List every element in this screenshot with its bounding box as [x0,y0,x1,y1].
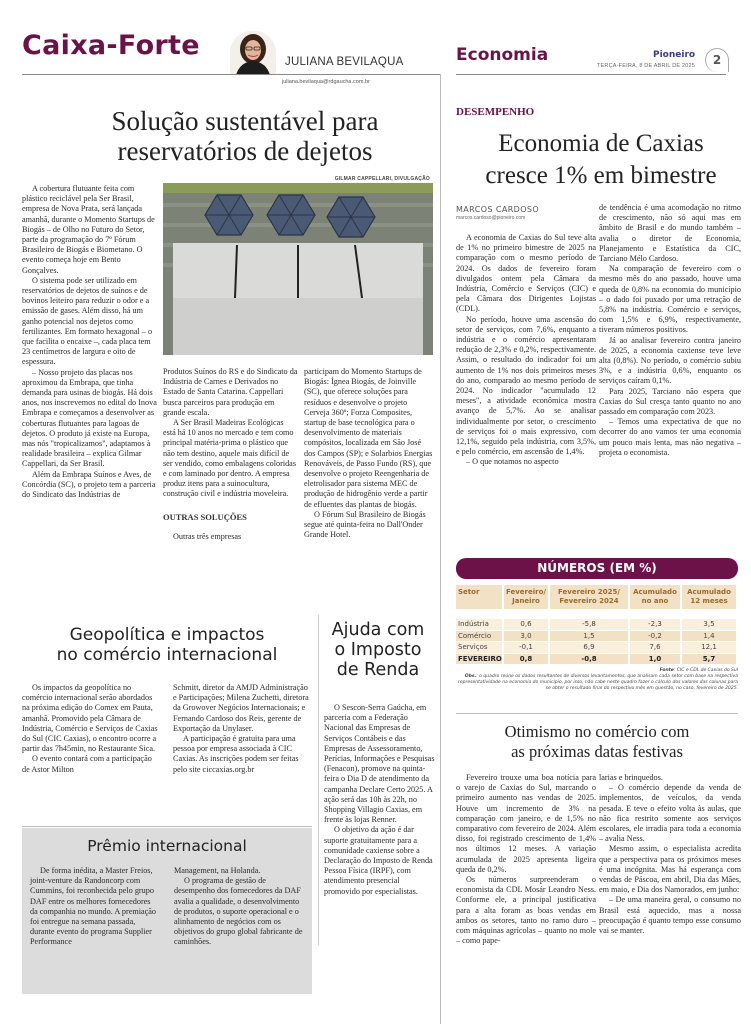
headline-premio-internacional: Prêmio internacional [87,837,247,855]
table-header-row [456,585,738,609]
table-source-note [456,668,738,692]
note-text: : o quadro reúne os dados resultantes de diversos levantamentos, que analisam cada setor com base na respectiva representatividade na economia do município, por isso, não cabe neste quadro fazer o cálculo dos valores das colunas para se obter o resultado final do respectivo mês em questão, no caso, fevereiro de 2025. [458,674,738,691]
section-title-caixa-forte: Caixa-Forte [22,30,200,61]
paragraph: Além da Embrapa Suínos e Aves, de Concórdia (SC), o projeto tem a parceria do Sindicato das Indústrias de [22,469,156,500]
table-title: NÚMEROS (EM %) [456,558,738,579]
headline-line: Geopolítica e impactos [69,625,265,645]
headline-line: de Renda [336,660,420,680]
table-cell: -0,2 [630,631,682,642]
table-cell: 3,5 [682,619,738,630]
section-title-economia: Economia [456,45,549,65]
headline-line: Economia de Caxias [498,130,704,157]
photo-credit: GILMAR CAPPELLARI, DIVULGAÇÃO [334,176,430,182]
column-header: Setor [456,585,504,609]
paragraph: – Nosso projeto das placas nos aproximou da Embrapa, que tinha demanda para usinas de biogás. Há dois anos, nos inscrevemos no edital do Inova Embrapa e começamos a desenvolver as coberturas flutuantes para lagoas de dejetos. O produto já existe na Europa, mas nós "tropicalizamos", adaptamos à realidade brasileira – explica Gilmar Cappellari, da Ser Brasil. [22,367,157,469]
subheading-outras-solucoes: OUTRAS SOLUÇÕES [163,511,247,522]
headline-solucao-sustentavel [60,106,430,166]
table-cell: 5,7 [682,654,738,665]
table-cell: 1,5 [550,631,630,642]
paragraph: A participação é gratuita para uma pessoa por empresa associada à CIC Caxias. As inscrições podem ser feitas pelo site ciccaxias.org.br [173,734,299,774]
table-row [456,631,738,642]
story-photo-hexagonal-plates [163,183,433,355]
paragraph: O sistema pode ser utilizado em reservatórios de dejetos de suínos e de bovinos leiteiro para reduzir o odor e a emissão de gases. Além disso, há um ganho potencial nos dejetos como fertilizantes. Em formato hexagonal – o que facilita o encaixe –, cada placa tem 23 centímetros de largura e oito de espessura. [22,275,153,367]
paragraph: Os impactos da geopolítica no comércio internacional serão abordados na próxima edição do Comex em Pauta, amanhã. Promovido pela Câmara de Indústria, Comércio e Serviços de Caxias do Sul (CIC Caxias), o encontro ocorre a partir das 7h45min, no Restaurante Sica. [22,683,158,754]
economia-column-2 [599,203,741,458]
paragraph: Mesmo assim, o especialista acredita que a perspectiva para os próximos meses é uma incógnita. Mas há esperança com vendas de Páscoa, em abril, Dia das Mães, em maio, e Dia dos Namorados, em junho: [599,844,741,895]
paragraph: Produtos Suínos do RS e do Sindicato da Indústria de Carnes e Derivados no Estado de Santa Catarina. Cappellari busca parceiros para produção em grande escala. [163,367,298,417]
headline-line: Ajuda com [331,620,425,640]
table-cell: Indústria [456,619,504,630]
headline-ajuda-imposto-renda [322,620,434,680]
story-kicker: DESEMPENHO [456,106,535,118]
paragraph: Já ao analisar fevereiro contra janeiro de 2025, a economia caxiense teve leve alta (0,8%). No período, o comércio subiu 3%, e a indústria 0,6%, enquanto os serviços caíram 0,1%. [599,335,741,386]
table-cell: Comércio [456,631,504,642]
column-divider [318,615,319,945]
comercio-column-2 [599,773,741,936]
paragraph: Os números surpreenderam o economista da CDL Mosár Leandro Ness. Conforme ele, a principal justificativa para a alta foram as boas vendas em ambos os setores, tanto no ramo duro – com máquinas agrícolas – quanto no mole – como pape- [456,875,596,946]
headline-line: reservatórios de dejetos [117,136,373,166]
headline-geopolitica [22,625,312,665]
economia-column-1 [456,233,596,468]
table-cell: 0,8 [504,654,550,665]
geo-story-column-2 [173,683,313,775]
ir-story-body [324,703,436,897]
note-label: Obs. [464,674,477,679]
main-story-column-1 [22,184,157,500]
author-byline: MARCOS CARDOSO [456,205,540,214]
paragraph: A cobertura flutuante feita com plástico reciclável pela Ser Brasil, empresa de Nova Prata, será lançada amanhã, durante o Momento Startups de Biogás – de Olho no Futuro do Setor, parte da programação do 7º Fórum Brasileiro de Biogás e Biometano. O evento começa hoje em Bento Gonçalves. [22,184,155,275]
issue-date: TERÇA-FEIRA, 8 DE ABRIL DE 2025 [597,63,695,69]
paragraph: De forma inédita, a Master Freios, joint-venture da Randoncorp com Cummins, foi reconhecida pelo grupo DAF entre os melhores fornecedores da companhia no mundo. A premiação foi entregue na semana passada, durante evento do programa Supplier Performance [30,866,156,947]
source-label: Fonte [659,668,674,673]
paragraph: – O que notamos no aspecto [466,457,559,467]
numbers-table [456,585,738,665]
table-row-total [456,654,738,665]
geo-story-column-1 [22,683,160,775]
table-cell: 1,4 [682,631,738,642]
page-number: 2 [705,48,729,72]
author-email[interactable]: marcos.cardoso@pioneiro.com [456,215,526,221]
table-cell: 0,6 [504,619,550,630]
paragraph: larias e brinquedos. [599,773,663,782]
columnist-email[interactable]: juliana.bevilaqua@rdgaucha.com.br [282,79,370,85]
column-header: Acumulado no ano [630,585,682,609]
table-row [456,642,738,653]
table-cell: -2,3 [630,619,682,630]
paragraph: A Ser Brasil Madeiras Ecológicas está há 10 anos no mercado e tem como principal matéria-prima o plástico que não tem destino, aquele mais difícil de ser vendido, como embalagens coloridas e com laminado por dentro. A empresa produz itens para a suinocultura, construção civil e indústria moveleira. [163,418,297,499]
paragraph: – Temos uma expectativa de que no decorrer do ano vamos ter uma economia um pouco mais lenta, mas não negativa – projeta o economista. [599,417,741,457]
headline-economia-caxias [456,128,746,192]
table-cell: 3,0 [504,631,550,642]
paragraph: de tendência é uma acomodação no ritmo de crescimento, não só aqui mas em âmbito de Brasil e do mundo também – avalia o diretor de Economia, Planejamento e Estatística da CIC, Tarciano Mélo Cardoso. [599,203,741,264]
table-cell: Serviços [456,642,504,653]
paragraph: – O comércio depende da venda de implementos, de veículos, da venda pesada. E teve o efeito volta às aulas, que não fica restrito somente aos serviços escolares, ele irradia para toda a economia – avalia Ness. [599,783,741,844]
paragraph: – De uma maneira geral, o consumo no Brasil está aquecido, mas a nossa preocupação é quanto tempo esse consumo vai se manter. [599,895,741,936]
table-row [456,619,738,630]
source-text: : CIC e CDL de Caxias do Sul [673,668,738,673]
header-divider [22,74,440,75]
headline-line: Otimismo no comércio com [504,722,690,741]
comercio-column-1 [456,773,596,946]
divider [456,713,738,714]
header-divider-right [456,74,726,75]
table-cell: FEVEREIRO [456,654,504,665]
headline-line: no comércio internacional [56,645,278,665]
paragraph: No período, houve uma ascensão do setor de serviços, com 7,6%, enquanto a indústria e o comércio apresentaram redução de 2,3% e 0,2%, respectivamente. Assim, o resultado do indicador foi um aumento de 1% nos dois primeiros meses do ano, comparado ao mesmo período de 2024. No indicador "acumulado 12 meses", a atividade econômica mostra avanço de 5,7%. Ao se analisar individualmente por setor, o crescimento de serviços foi o mais expressivo, com 12,1%, seguido pela indústria, com 3,5%, e pelo comércio, em ascensão de 1,4%. [456,314,596,457]
paragraph: O objetivo da ação é dar suporte gratuitamente para a comunidade caxiense sobre a Declaração do Imposto de Renda Pessoa Física (IRPF), com atendimento presencial promovido por especialistas. [324,825,433,896]
headline-line: as próximas datas festivas [511,742,683,761]
paragraph: O programa de gestão de desempenho dos fornecedores da DAF avalia a qualidade, o desenvolvimento de produtos, o suporte operacional e o alinhamento de negócios com os objetivos do grupo global fabricante de caminhões. [174,876,303,947]
table-cell: 6,9 [550,642,630,653]
page-divider [440,74,441,1024]
paragraph: Fevereiro trouxe uma boa notícia para o varejo de Caxias do Sul, marcando o primeiro aumento nas vendas de 2025. Houve um incremento de 3% na comparação com janeiro, e de 1,5% no comparativo com fevereiro de 2024. Além disso, foi registrado crescimento de 1,4% nos últimos 12 meses. A variação acumulada de 2025 apresenta ligeira queda de 0,2%. [456,773,596,874]
paragraph: Management, na Holanda. [174,866,261,875]
paragraph: Na comparação de fevereiro com o mesmo mês do ano passado, houve uma queda de 0,8% na economia do município – o dado foi puxado por uma retração de 5,8% na indústria. Comércio e serviços, com 1,5% e 6,9%, respectivamente, tiveram números positivos. [599,264,741,335]
columnist-avatar [230,31,276,75]
paragraph: Outras três empresas [173,531,242,541]
main-story-column-2 [163,367,298,542]
paragraph: O Fórum Sul Brasileiro de Biogás segue até quinta-feira no Dall'Onder Grande Hotel. [304,509,426,540]
paragraph: participam do Momento Startups de Biogás: Ígnea Biogás, de Joinville (SC), que oferece soluções para resíduos e desenvolve o projeto Cerveja 360º; Forza Composites, startup de base tecnológica para o desenvolvimento de materiais compósitos, localizada em São José dos Campos (SP); e Solarbios Energias Renováveis, de Passo Fundo (RS), que desenvolve o projeto Reengenharia de eletrolisador para sistema MEC de produção de hidrogênio verde a partir de efluentes das plantas de biogás. [304,367,433,509]
column-header: Fevereiro/ Janeiro [504,585,550,609]
headline-line: Solução sustentável para [111,106,379,136]
table-cell: -0,1 [504,642,550,653]
headline-line: o Imposto [334,640,422,660]
premio-column-1 [30,866,158,948]
paragraph: Schmitt, diretor da AMJD Administração e Participações; Milena Zuchetti, diretora da Growover Negócios Internacionais; e Fernando Cardoso dos Reis, gerente de Exportação da Unylaser. [173,683,309,733]
columnist-name: JULIANA BEVILAQUA [285,56,404,68]
paragraph: O Sescon-Serra Gaúcha, em parceria com a Federação Nacional das Empresas de Serviços Contábeis e das Empresas de Assessoramento, Perícias, Informações e Pesquisas (Fenacon), promove na quinta-feira o Dia D de atendimento da campanha Declare Certo 2025. A ação será das 10h às 22h, no Shopping Villagio Caxias, em frente às lojas Renner. [324,703,435,825]
newspaper-logo: Pioneiro [653,50,696,60]
headline-line: cresce 1% em bimestre [485,162,717,189]
column-header: Acumulado 12 meses [682,585,738,609]
paragraph: Para 2025, Tarciano não espera que Caxias do Sul cresça tanto quanto no ano passado em comparação com 2023. [599,386,741,417]
table-note [456,674,738,692]
table-cell: -5,8 [550,619,630,630]
main-story-column-3 [304,367,434,540]
paragraph: A economia de Caxias do Sul teve alta de 1% no primeiro bimestre de 2025 na comparação com o mesmo período de 2024. Os dados de fevereiro foram divulgados ontem pela Câmara da Indústria, Comércio e Serviços (CIC) e pela Câmara dos Dirigentes Lojistas (CDL). [456,233,596,314]
paragraph: O evento contará com a participação de Astor Milton [22,754,152,774]
table-cell: 7,6 [630,642,682,653]
premio-column-2 [174,866,306,948]
table-cell: -0,8 [550,654,630,665]
table-cell: 1,0 [630,654,682,665]
headline-otimismo-comercio [456,722,738,762]
divider [22,826,312,827]
table-cell: 12,1 [682,642,738,653]
column-header: Fevereiro 2025/ Fevereiro 2024 [550,585,630,609]
